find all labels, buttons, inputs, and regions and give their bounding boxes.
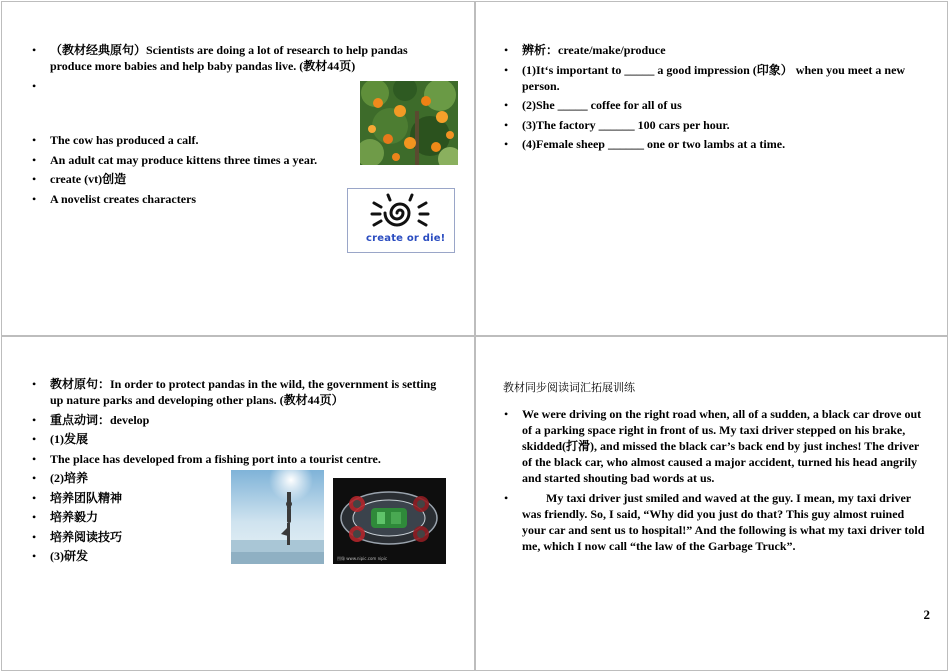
bullet-item: • (1)It‘s important to _____ a good impression (印象） when you meet a new person. bbox=[504, 62, 914, 94]
slide-top-left bbox=[1, 1, 475, 336]
bullet-item: • create (vt)创造 bbox=[32, 171, 442, 187]
bullet-item: • 辨析：create/make/produce bbox=[504, 42, 914, 58]
bullet-item: • (2)She _____ coffee for all of us bbox=[504, 97, 914, 113]
bullet-item: • The place has developed from a fishing port into a tourist centre. bbox=[32, 451, 442, 467]
bullet-item: • 重点动词：develop bbox=[32, 412, 442, 428]
bullet-item: • A novelist creates characters bbox=[32, 191, 442, 207]
page-number: 2 bbox=[923, 607, 930, 622]
slide-top-right bbox=[475, 1, 948, 336]
bullet-item: • 培养团队精神 bbox=[32, 490, 442, 506]
bullet-item: • (3)研发 bbox=[32, 548, 442, 564]
bullet-item: • 培养毅力 bbox=[32, 509, 442, 525]
bullet-list bbox=[504, 406, 930, 557]
create-or-die-logo bbox=[347, 188, 455, 253]
bullet-item: • （教材经典原句）Scientists are doing a lot of research to help pandas produce more babies and help baby pandas live. (教材44页) bbox=[32, 42, 442, 74]
bullet-item: • (4)Female sheep ______ one or two lambs at a time. bbox=[504, 136, 914, 152]
yoga-woman-image bbox=[231, 470, 324, 564]
bullet-list bbox=[504, 42, 914, 156]
slide-bottom-right bbox=[475, 336, 948, 671]
bullet-item: • 培养阅读技巧 bbox=[32, 529, 442, 545]
bullet-item: • (3)The factory ______ 100 cars per hour. bbox=[504, 117, 914, 133]
bullet-item: • 教材原句：In order to protect pandas in the wild, the government is setting up nature parks and developing other plans. (教材44页） bbox=[32, 376, 442, 408]
paragraph-item: • We were driving on the right road when, all of a sudden, a black car drove out of a parking space right in front of us. My taxi driver stepped on his brake, skidded(打滑), and missed the black car’s back end by just inches! The driver of the black car, who almost caused a major accident, turned his head angrily and started shouting bad words at us. bbox=[504, 406, 930, 486]
logo-text: create or die! bbox=[366, 233, 446, 244]
car-prototype-image bbox=[333, 478, 446, 564]
paragraph-item: • My taxi driver just smiled and waved at the guy. I mean, my taxi driver was friendly. So, I said, “Why did you just do that? This guy almost ruined your car and sent us to hospital!” And the following is what my taxi driver told me, which I now call “the law of the Garbage Truck”. bbox=[504, 490, 930, 554]
bullet-item: • (2)培养 bbox=[32, 470, 442, 486]
bullet-item: • (1)发展 bbox=[32, 431, 442, 447]
bullet-item: • The cow has produced a calf. bbox=[32, 132, 442, 148]
bullet-item: • An adult cat may produce kittens three times a year. bbox=[32, 152, 442, 168]
orange-tree-image bbox=[360, 81, 458, 165]
section-heading: 教材同步阅读词汇拓展训练 bbox=[503, 381, 635, 394]
image-watermark: 图像 www.nipic.com nipic bbox=[337, 556, 388, 561]
slide-bottom-left bbox=[1, 336, 475, 671]
